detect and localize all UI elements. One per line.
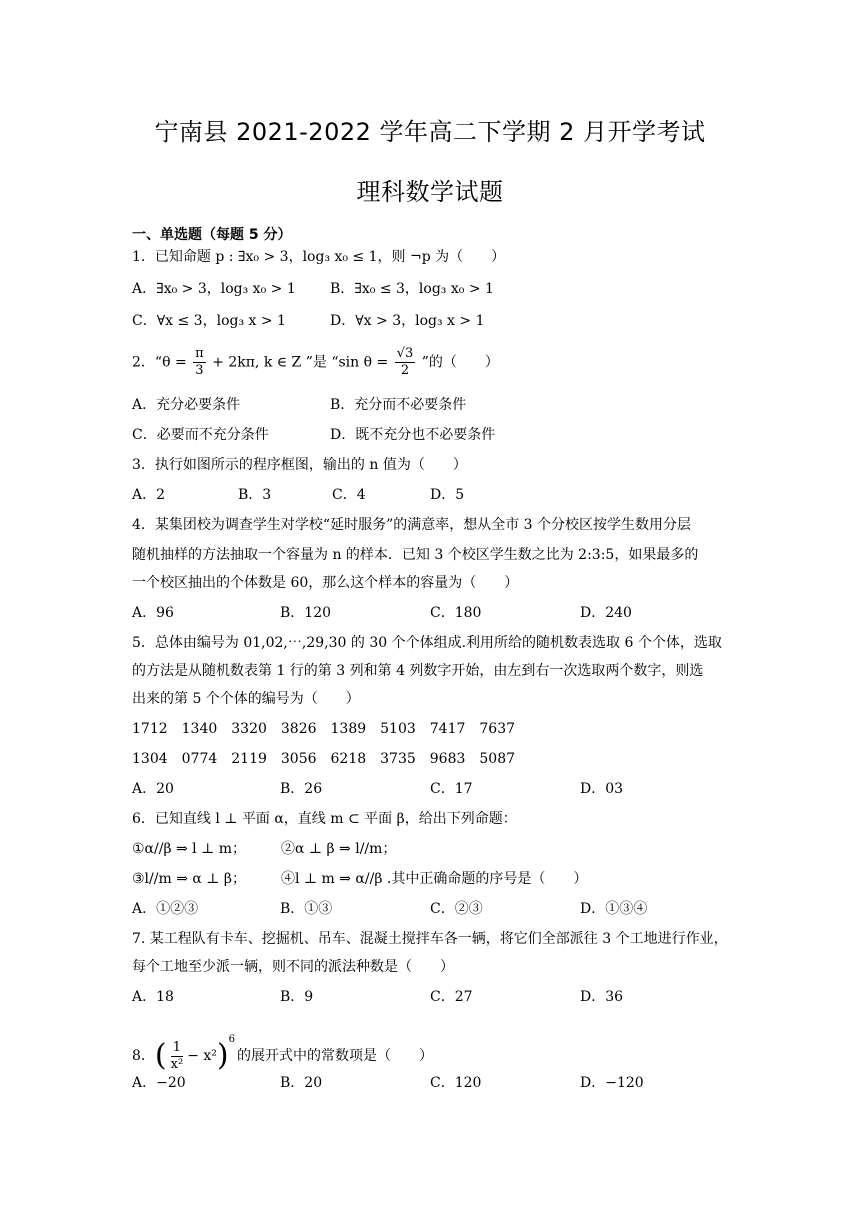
q8-suffix: 的展开式中的常数项是（ ） (236, 1048, 433, 1064)
q2-frac2-numerator: √3 (396, 346, 414, 361)
q8-minus-term: − x² (187, 1048, 217, 1064)
q1-option-a: A．∃x₀ > 3，log₃ x₀ > 1 (132, 281, 296, 297)
q8-frac-numerator: 1 (172, 1039, 182, 1055)
q2-middle: + 2kπ, k ∈ Z ”是 “sin θ = (212, 354, 389, 371)
q8-frac-denominator: x² (170, 1056, 184, 1072)
q2-frac1-numerator: π (195, 346, 204, 361)
q8-option-d: D．−120 (580, 1075, 644, 1091)
q2-option-b: B．充分而不必要条件 (330, 397, 467, 413)
q4-option-a: A．96 (132, 605, 174, 621)
q2-frac1-denominator: 3 (195, 363, 204, 378)
q7-line-1: 7. 某工程队有卡车、挖掘机、吊车、混凝土搅拌车各一辆，将它们全部派往 3 个工地进行作业， (132, 931, 728, 947)
q1-option-d: D．∀x > 3，log₃ x > 1 (330, 313, 485, 329)
q2-fraction-sqrt3-over-2 (395, 346, 416, 379)
q7-option-c: C．27 (430, 989, 473, 1005)
q2-prefix: 2．“θ = (132, 354, 187, 371)
section-heading: 一、单选题（每题 5 分） (132, 227, 292, 243)
q5-option-c: C．17 (430, 781, 473, 797)
q7-option-b: B．9 (280, 989, 314, 1005)
q8-option-a: A．−20 (132, 1075, 186, 1091)
q4-line-1: 4．某集团校为调查学生对学校“延时服务”的满意率，想从全市 3 个分校区按学生数用分层 (132, 517, 692, 533)
q8-number: 8． (132, 1048, 155, 1064)
random-table-row-2: 1304 0774 2119 3056 6218 3735 9683 5087 (132, 751, 516, 767)
q4-line-3: 一个校区抽出的个体数是 60，那么这个样本的容量为（ ） (132, 575, 519, 591)
q5-line-3: 出来的第 5 个个体的编号为（ ） (132, 691, 360, 707)
q1-stem: 1．已知命题 p : ∃x₀ > 3，log₃ x₀ ≤ 1，则 ¬p 为（ ） (132, 249, 506, 265)
q8-stem (132, 1020, 433, 1076)
q6-option-a: A．①②③ (132, 901, 199, 917)
random-table-row-1: 1712 1340 3320 3826 1389 5103 7417 7637 (132, 721, 516, 737)
page-subtitle: 理科数学试题 (356, 178, 504, 206)
q1-option-c: C．∀x ≤ 3，log₃ x > 1 (132, 313, 286, 329)
q7-option-a: A．18 (132, 989, 174, 1005)
q1-option-b: B．∃x₀ ≤ 3，log₃ x₀ > 1 (330, 281, 494, 297)
q2-frac2-denominator: 2 (400, 363, 410, 378)
q7-option-d: D．36 (580, 989, 624, 1005)
q8-option-c: C．120 (430, 1075, 482, 1091)
q3-stem: 3．执行如图所示的程序框图，输出的 n 值为（ ） (132, 457, 467, 473)
q2-option-d: D．既不充分也不必要条件 (330, 427, 496, 443)
q4-option-b: B．120 (280, 605, 332, 621)
left-paren: ( (154, 1038, 167, 1073)
q6-option-d: D．①③④ (580, 901, 648, 917)
q4-option-c: C．180 (430, 605, 482, 621)
q3-option-b: B．3 (238, 487, 272, 503)
page-title: 宁南县 2021-2022 学年高二下学期 2 月开学考试 (154, 118, 706, 146)
q5-line-1: 5．总体由编号为 01,02,⋯,29,30 的 30 个个体组成.利用所给的随机数表选取 6 个个体，选取 (132, 635, 722, 651)
q6-stem: 6．已知直线 l ⊥ 平面 α，直线 m ⊂ 平面 β，给出下列命题： (132, 811, 517, 827)
q8-option-b: B．20 (280, 1075, 323, 1091)
q3-option-c: C．4 (332, 487, 366, 503)
q8-fraction (169, 1040, 186, 1073)
q2-fraction-pi-over-3 (193, 346, 206, 379)
q2-option-a: A．充分必要条件 (132, 397, 241, 413)
q6-option-b: B．①③ (280, 901, 333, 917)
q5-line-2: 的方法是从随机数表第 1 行的第 3 列和第 4 列数字开始，由左到右一次选取两个数字，则选 (132, 663, 704, 679)
q8-exponent: 6 (228, 1034, 235, 1045)
q3-option-d: D．5 (430, 487, 465, 503)
right-paren: ) (216, 1038, 229, 1073)
q2-option-c: C．必要而不充分条件 (132, 427, 269, 443)
q5-option-a: A．20 (132, 781, 174, 797)
q5-option-d: D．03 (580, 781, 624, 797)
q7-line-2: 每个工地至少派一辆，则不同的派法种数是（ ） (132, 959, 454, 975)
q2-suffix: ”的（ ） (421, 354, 499, 371)
q6-propositions-3-4: ③l//m ⇒ α ⊥ β； ④l ⊥ m ⇒ α//β .其中正确命题的序号是（ ） (132, 871, 588, 887)
q6-option-c: C．②③ (430, 901, 483, 917)
q6-propositions-1-2: ①α//β ⇒ l ⊥ m； ②α ⊥ β ⇒ l//m； (132, 841, 397, 857)
q4-line-2: 随机抽样的方法抽取一个容量为 n 的样本．已知 3 个校区学生数之比为 2:3:5，如果最多的 (132, 547, 699, 563)
q2-stem (132, 346, 499, 379)
q3-option-a: A．2 (132, 487, 166, 503)
q4-option-d: D．240 (580, 605, 632, 621)
q5-option-b: B．26 (280, 781, 323, 797)
